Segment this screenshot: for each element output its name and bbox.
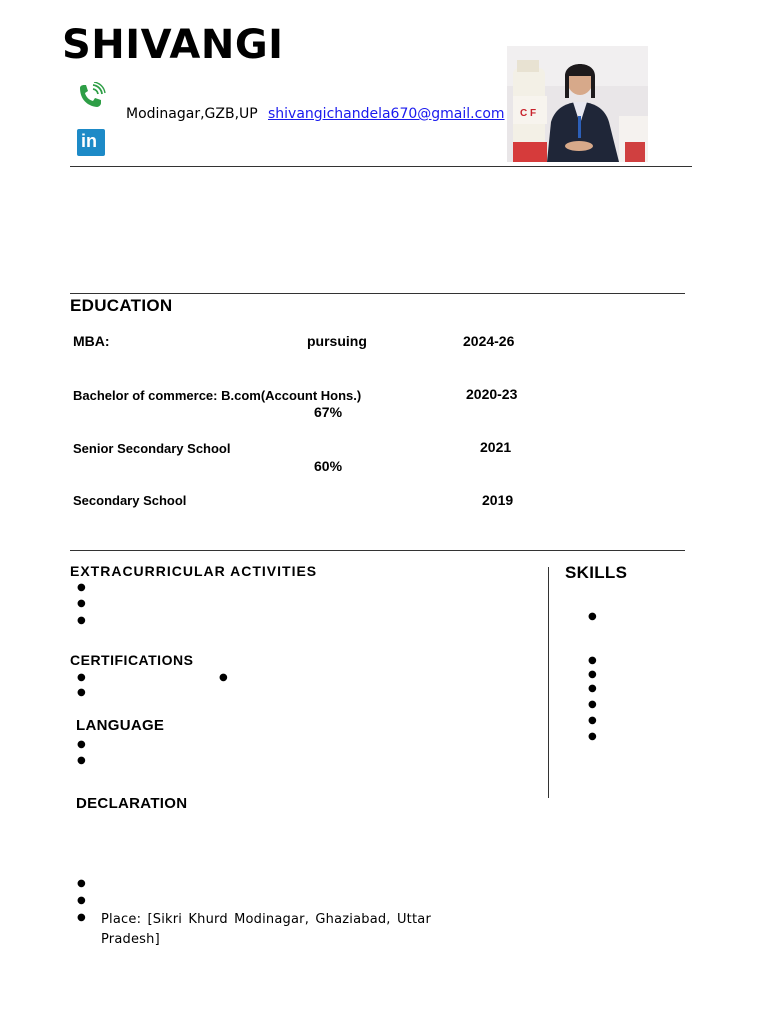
edu-senior-degree: Senior Secondary School bbox=[73, 441, 231, 456]
extracurricular-bullet: ● bbox=[77, 598, 86, 609]
declaration-place: Place: [Sikri Khurd Modinagar, Ghaziabad, Uttar Pradesh] bbox=[101, 912, 431, 947]
linkedin-icon[interactable]: in bbox=[77, 129, 105, 156]
education-heading: EDUCATION bbox=[70, 296, 173, 315]
declaration-bullet: ● bbox=[77, 878, 86, 889]
skills-bullet: ● bbox=[588, 683, 597, 694]
extracurricular-bullet: ● bbox=[77, 615, 86, 626]
phone-icon bbox=[76, 82, 106, 110]
extracurricular-heading: EXTRACURRICULAR ACTIVITIES bbox=[70, 563, 318, 579]
skills-bullet: ● bbox=[588, 611, 597, 622]
education-divider bbox=[70, 293, 685, 294]
edu-mba-status: pursuing bbox=[307, 333, 367, 349]
skills-heading: SKILLS bbox=[565, 563, 628, 582]
skills-bullet: ● bbox=[588, 731, 597, 742]
edu-senior-years: 2021 bbox=[480, 439, 512, 455]
edu-secondary-years: 2019 bbox=[482, 492, 514, 508]
edu-bcom-score: 67% bbox=[314, 404, 343, 420]
profile-photo bbox=[507, 46, 648, 162]
declaration-heading: DECLARATION bbox=[76, 795, 188, 812]
extracurricular-bullet: ● bbox=[77, 582, 86, 593]
column-divider bbox=[548, 567, 549, 798]
language-bullet: ● bbox=[77, 755, 86, 766]
svg-text:C F: C F bbox=[520, 108, 537, 119]
edu-mba-years: 2024-26 bbox=[463, 333, 515, 349]
declaration-bullet: ● bbox=[77, 912, 86, 923]
header-divider bbox=[70, 166, 692, 167]
candidate-name: SHIVANGI bbox=[62, 22, 284, 68]
certifications-bullet: ● bbox=[219, 672, 228, 683]
certifications-bullet: ● bbox=[77, 672, 86, 683]
skills-bullet: ● bbox=[588, 715, 597, 726]
edu-bcom-degree: Bachelor of commerce: B.com(Account Hons.) bbox=[73, 388, 362, 403]
edu-secondary-degree: Secondary School bbox=[73, 493, 187, 508]
edu-senior-score: 60% bbox=[314, 458, 343, 474]
skills-bullet: ● bbox=[588, 699, 597, 710]
certifications-bullet: ● bbox=[77, 687, 86, 698]
language-heading: LANGUAGE bbox=[76, 717, 165, 734]
skills-bullet: ● bbox=[588, 669, 597, 680]
location-text: Modinagar,GZB,UP bbox=[126, 106, 258, 122]
email-link[interactable]: shivangichandela670@gmail.com bbox=[268, 106, 505, 122]
lower-divider bbox=[70, 550, 685, 551]
skills-bullet: ● bbox=[588, 655, 597, 666]
edu-bcom-years: 2020-23 bbox=[466, 386, 518, 402]
edu-mba-degree: MBA: bbox=[73, 333, 110, 349]
declaration-bullet: ● bbox=[77, 895, 86, 906]
language-bullet: ● bbox=[77, 739, 86, 750]
certifications-heading: CERTIFICATIONS bbox=[70, 652, 194, 668]
